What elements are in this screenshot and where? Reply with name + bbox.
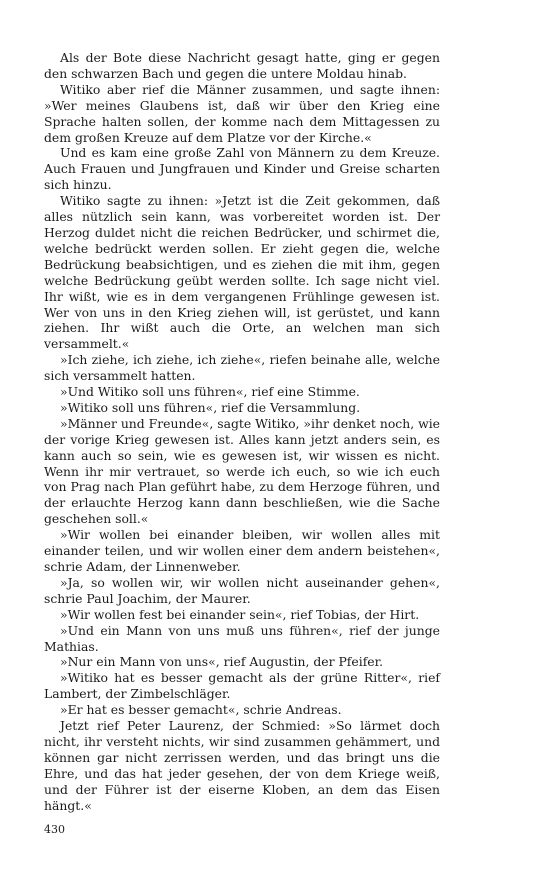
paragraph-16: Jetzt rief Peter Laurenz, der Schmied: »So lärmet doch nicht, ihr versteht nichts, wir sind zusammen gehämmert, und können gar nicht zerrissen werden, und das bringt uns die Ehre, und das hat jeder gesehen, der von dem Kriege weiß, und der Führer ist der eiserne Kloben, an dem das Eisen hängt.« <box>44 718 440 813</box>
paragraph-15: »Er hat es besser gemacht«, schrie Andreas. <box>60 702 342 718</box>
paragraph-5: »Ich ziehe, ich ziehe, ich ziehe«, riefen beinahe alle, welche sich versammelt hatten. <box>44 352 440 384</box>
page-body <box>44 50 440 814</box>
paragraph-7: »Witiko soll uns führen«, rief die Versammlung. <box>60 399 361 415</box>
paragraph-11: »Wir wollen fest bei einander sein«, rief Tobias, der Hirt. <box>60 606 420 622</box>
paragraph-1: Als der Bote diese Nachricht gesagt hatte, ging er gegen den schwarzen Bach und gegen die untere Moldau hinab. <box>44 50 440 81</box>
paragraph-6: »Und Witiko soll uns führen«, rief eine Stimme. <box>60 384 360 400</box>
paragraph-8: »Männer und Freunde«, sagte Witiko, »ihr denket noch, wie der vorige Krieg gewesen ist. Alles kann jetzt anders sein, es kann auch so sein, wie es gewesen ist, wir wissen es nicht. Wenn ihr mir vertrauet, so werde ich euch, so wie ich euch von Prag nach Plan geführt habe, zu dem Herzoge führen, und der erlauchte Herzog kann dann beschließen, wie die Sache geschehen soll.« <box>44 415 440 527</box>
paragraph-12: »Und ein Mann von uns muß uns führen«, rief der junge Mathias. <box>44 622 440 654</box>
paragraph-2: Witiko aber rief die Männer zusammen, und sagte ihnen: »Wer meines Glaubens ist, daß wir über den Krieg eine Sprache halten sollen, der komme nach dem Mittagessen zu dem großen Kreuze auf dem Platze vor der Kirche.« <box>44 81 440 145</box>
paragraph-4: Witiko sagte zu ihnen: »Jetzt ist die Zeit gekommen, daß alles nützlich sein kann, was vorbereitet worden ist. Der Herzog duldet nicht die reichen Bedrücker, und schirmet die, welche bedrückt werden sollen. Er zieht gegen die, welche Bedrückung beabsichtigen, und es ziehen die mit ihm, gegen welche Bedrückung geübt werden sollte. Ich sage nicht viel. Ihr wißt, wie es in dem vergangenen Frühlinge gewesen ist. Wer von uns in den Krieg ziehen will, ist gerüstet, und kann ziehen. Ihr wißt auch die Orte, an welchen man sich versammelt.« <box>44 193 440 352</box>
page-number: 430 <box>44 823 65 836</box>
paragraph-13: »Nur ein Mann von uns«, rief Augustin, der Pfeifer. <box>60 654 384 670</box>
paragraph-10: »Ja, so wollen wir, wir wollen nicht auseinander gehen«, schrie Paul Joachim, der Maurer. <box>44 574 440 606</box>
paragraph-14: »Witiko hat es besser gemacht als der grüne Ritter«, rief Lambert, der Zimbelschläger. <box>44 670 440 702</box>
paragraph-3: Und es kam eine große Zahl von Männern zu dem Kreuze. Auch Frauen und Jungfrauen und Kinder und Greise scharten sich hinzu. <box>44 145 440 193</box>
paragraph-9: »Wir wollen bei einander bleiben, wir wollen alles mit einander teilen, und wir wollen einer dem andern beistehen«, schrie Adam, der Linnenweber. <box>44 527 440 574</box>
